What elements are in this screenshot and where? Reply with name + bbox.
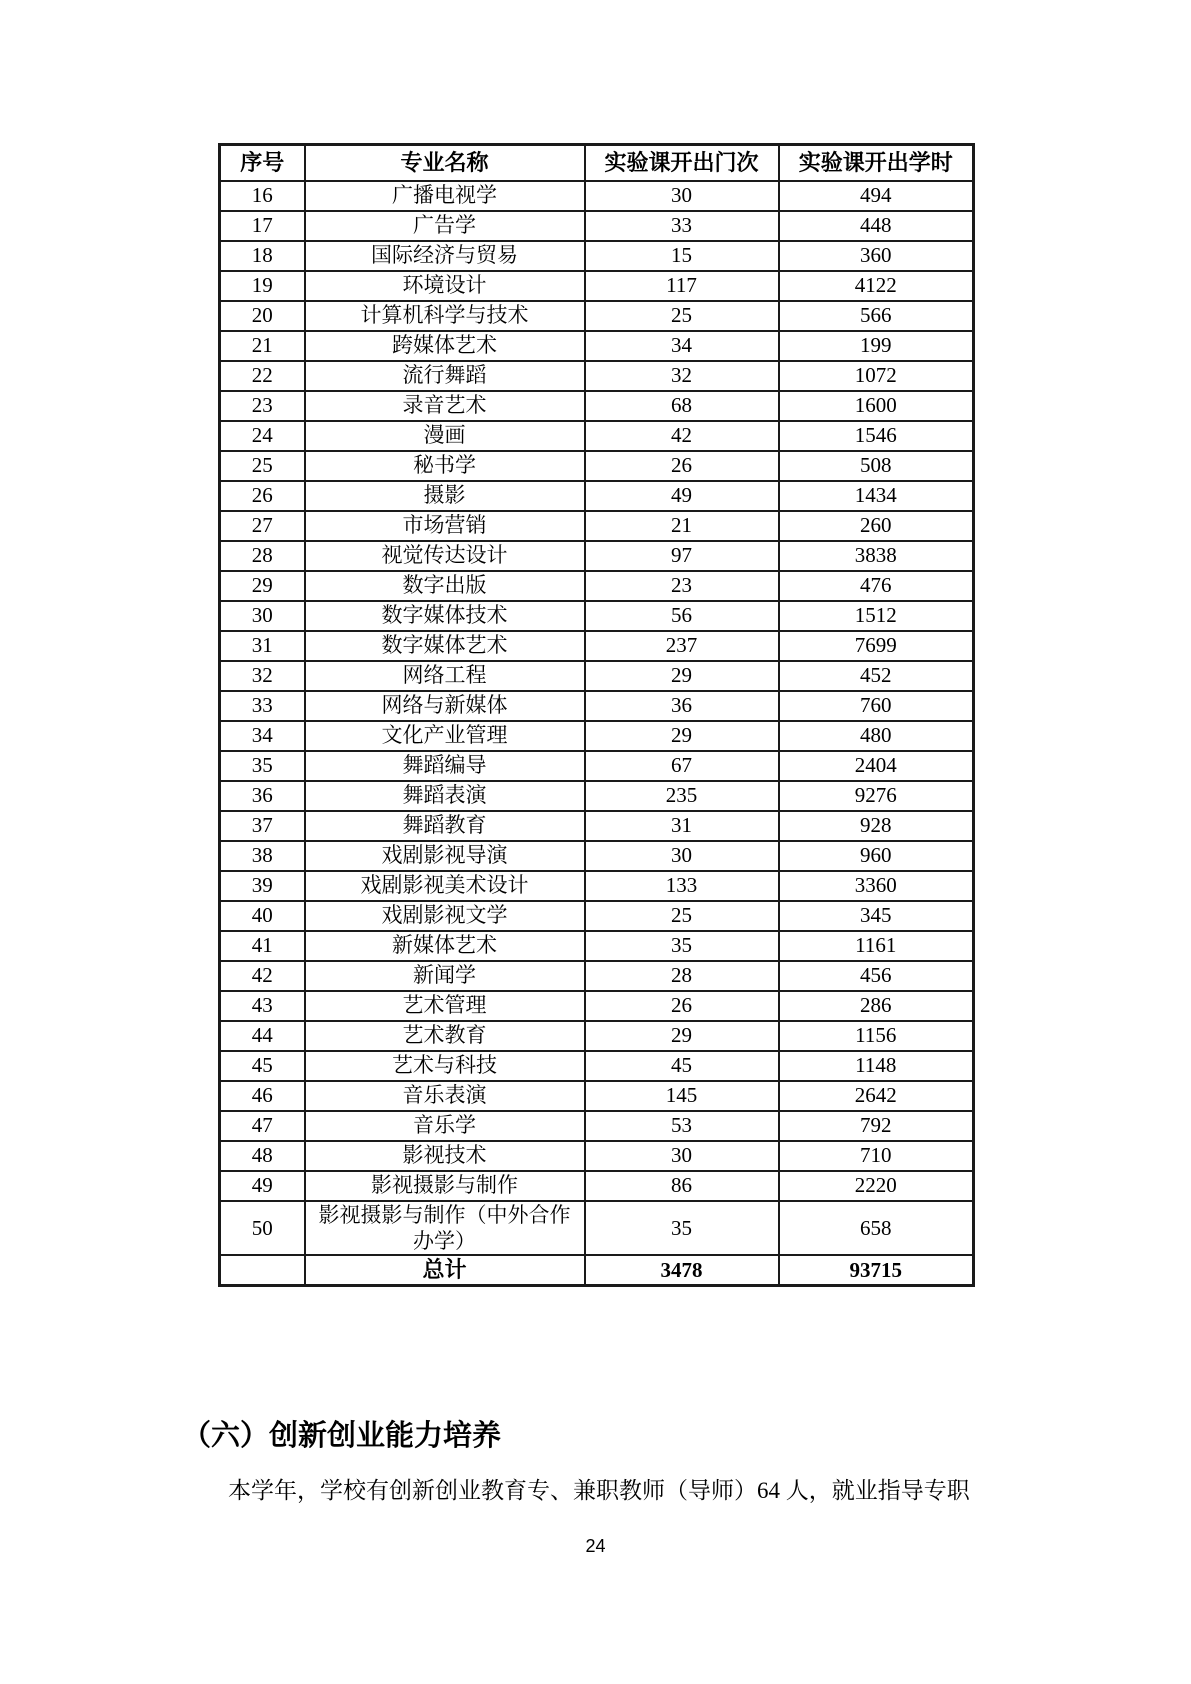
cell-major-name: 录音艺术 — [305, 391, 585, 421]
cell-major-name: 舞蹈编导 — [305, 751, 585, 781]
body-paragraph: 本学年，学校有创新创业教育专、兼职教师（导师）64 人，就业指导专职 — [228, 1478, 970, 1503]
cell-course-sessions: 26 — [585, 991, 779, 1021]
table-row — [220, 541, 974, 571]
cell-course-sessions: 68 — [585, 391, 779, 421]
cell-course-sessions: 53 — [585, 1111, 779, 1141]
table-row — [220, 991, 974, 1021]
cell-index: 17 — [220, 211, 305, 241]
cell-course-hours: 448 — [779, 211, 974, 241]
cell-major-name: 影视摄影与制作 — [305, 1171, 585, 1201]
cell-course-sessions: 237 — [585, 631, 779, 661]
cell-course-sessions: 29 — [585, 721, 779, 751]
total-label: 总计 — [305, 1255, 585, 1285]
cell-major-name: 影视摄影与制作（中外合作办学） — [305, 1201, 585, 1256]
cell-major-name: 环境设计 — [305, 271, 585, 301]
cell-index: 50 — [220, 1201, 305, 1256]
cell-course-sessions: 25 — [585, 301, 779, 331]
total-empty-cell — [220, 1255, 305, 1285]
cell-index: 41 — [220, 931, 305, 961]
cell-major-name: 摄影 — [305, 481, 585, 511]
table-row — [220, 211, 974, 241]
cell-course-sessions: 28 — [585, 961, 779, 991]
cell-major-name: 音乐学 — [305, 1111, 585, 1141]
cell-index: 25 — [220, 451, 305, 481]
cell-course-hours: 928 — [779, 811, 974, 841]
cell-index: 42 — [220, 961, 305, 991]
cell-major-name: 舞蹈表演 — [305, 781, 585, 811]
page-number: 24 — [585, 1536, 606, 1556]
cell-major-name: 艺术教育 — [305, 1021, 585, 1051]
cell-major-name: 戏剧影视美术设计 — [305, 871, 585, 901]
table-row — [220, 331, 974, 361]
cell-course-hours: 4122 — [779, 271, 974, 301]
cell-course-sessions: 23 — [585, 571, 779, 601]
col-header-major-name: 专业名称 — [305, 145, 585, 181]
cell-course-hours: 1148 — [779, 1051, 974, 1081]
table-row — [220, 841, 974, 871]
table-row — [220, 1021, 974, 1051]
table-row — [220, 1111, 974, 1141]
cell-course-hours: 3838 — [779, 541, 974, 571]
cell-index: 36 — [220, 781, 305, 811]
cell-course-hours: 7699 — [779, 631, 974, 661]
table-row — [220, 571, 974, 601]
table-row — [220, 661, 974, 691]
table-row — [220, 1051, 974, 1081]
cell-course-sessions: 133 — [585, 871, 779, 901]
table-row — [220, 781, 974, 811]
cell-course-sessions: 97 — [585, 541, 779, 571]
cell-index: 35 — [220, 751, 305, 781]
cell-major-name: 数字媒体艺术 — [305, 631, 585, 661]
cell-course-hours: 286 — [779, 991, 974, 1021]
cell-course-hours: 345 — [779, 901, 974, 931]
cell-index: 27 — [220, 511, 305, 541]
cell-course-sessions: 29 — [585, 661, 779, 691]
cell-course-sessions: 30 — [585, 1141, 779, 1171]
cell-major-name: 舞蹈教育 — [305, 811, 585, 841]
cell-index: 22 — [220, 361, 305, 391]
cell-index: 39 — [220, 871, 305, 901]
cell-index: 43 — [220, 991, 305, 1021]
table-row — [220, 871, 974, 901]
cell-index: 47 — [220, 1111, 305, 1141]
cell-major-name: 数字出版 — [305, 571, 585, 601]
table-row — [220, 181, 974, 211]
cell-course-hours: 2642 — [779, 1081, 974, 1111]
table-row — [220, 601, 974, 631]
cell-index: 20 — [220, 301, 305, 331]
cell-major-name: 音乐表演 — [305, 1081, 585, 1111]
cell-course-hours: 658 — [779, 1201, 974, 1256]
table-row — [220, 721, 974, 751]
cell-course-hours: 1072 — [779, 361, 974, 391]
cell-course-hours: 2220 — [779, 1171, 974, 1201]
table-row — [220, 751, 974, 781]
cell-course-hours: 1434 — [779, 481, 974, 511]
cell-index: 19 — [220, 271, 305, 301]
table-row — [220, 901, 974, 931]
cell-course-hours: 960 — [779, 841, 974, 871]
cell-index: 18 — [220, 241, 305, 271]
cell-major-name: 跨媒体艺术 — [305, 331, 585, 361]
cell-course-hours: 1546 — [779, 421, 974, 451]
cell-major-name: 艺术管理 — [305, 991, 585, 1021]
cell-major-name: 广告学 — [305, 211, 585, 241]
cell-major-name: 艺术与科技 — [305, 1051, 585, 1081]
cell-major-name: 数字媒体技术 — [305, 601, 585, 631]
cell-index: 38 — [220, 841, 305, 871]
cell-course-hours: 452 — [779, 661, 974, 691]
cell-course-hours: 480 — [779, 721, 974, 751]
cell-major-name: 视觉传达设计 — [305, 541, 585, 571]
table-row — [220, 421, 974, 451]
cell-major-name: 文化产业管理 — [305, 721, 585, 751]
cell-course-hours: 792 — [779, 1111, 974, 1141]
cell-index: 24 — [220, 421, 305, 451]
cell-course-sessions: 33 — [585, 211, 779, 241]
cell-course-sessions: 35 — [585, 1201, 779, 1256]
cell-course-sessions: 67 — [585, 751, 779, 781]
cell-course-hours: 1156 — [779, 1021, 974, 1051]
table-row — [220, 271, 974, 301]
cell-index: 45 — [220, 1051, 305, 1081]
cell-course-sessions: 32 — [585, 361, 779, 391]
cell-index: 49 — [220, 1171, 305, 1201]
cell-course-sessions: 45 — [585, 1051, 779, 1081]
cell-index: 16 — [220, 181, 305, 211]
cell-index: 26 — [220, 481, 305, 511]
cell-course-sessions: 235 — [585, 781, 779, 811]
cell-course-sessions: 29 — [585, 1021, 779, 1051]
cell-course-hours: 360 — [779, 241, 974, 271]
cell-major-name: 市场营销 — [305, 511, 585, 541]
cell-course-sessions: 86 — [585, 1171, 779, 1201]
cell-course-sessions: 30 — [585, 181, 779, 211]
table-row — [220, 931, 974, 961]
table-row — [220, 1081, 974, 1111]
cell-major-name: 计算机科学与技术 — [305, 301, 585, 331]
table-row — [220, 691, 974, 721]
cell-course-sessions: 30 — [585, 841, 779, 871]
section-heading: （六）创新创业能力培养 — [182, 1420, 502, 1452]
col-header-course-hours: 实验课开出学时 — [779, 145, 974, 181]
cell-major-name: 网络工程 — [305, 661, 585, 691]
cell-index: 48 — [220, 1141, 305, 1171]
cell-course-sessions: 56 — [585, 601, 779, 631]
cell-index: 40 — [220, 901, 305, 931]
cell-major-name: 广播电视学 — [305, 181, 585, 211]
cell-course-sessions: 49 — [585, 481, 779, 511]
table-row — [220, 1141, 974, 1171]
cell-course-hours: 260 — [779, 511, 974, 541]
cell-index: 33 — [220, 691, 305, 721]
experimental-courses-table — [218, 143, 975, 1287]
cell-course-hours: 199 — [779, 331, 974, 361]
cell-major-name: 网络与新媒体 — [305, 691, 585, 721]
cell-major-name: 戏剧影视文学 — [305, 901, 585, 931]
cell-course-hours: 710 — [779, 1141, 974, 1171]
table-row — [220, 361, 974, 391]
cell-course-sessions: 31 — [585, 811, 779, 841]
table-row — [220, 391, 974, 421]
cell-index: 28 — [220, 541, 305, 571]
cell-course-hours: 494 — [779, 181, 974, 211]
cell-course-sessions: 34 — [585, 331, 779, 361]
cell-index: 44 — [220, 1021, 305, 1051]
cell-course-sessions: 35 — [585, 931, 779, 961]
cell-index: 23 — [220, 391, 305, 421]
total-sessions-value: 3478 — [585, 1255, 779, 1285]
cell-course-hours: 9276 — [779, 781, 974, 811]
cell-course-sessions: 26 — [585, 451, 779, 481]
table-header-row — [220, 145, 974, 181]
cell-course-sessions: 15 — [585, 241, 779, 271]
col-header-course-sessions: 实验课开出门次 — [585, 145, 779, 181]
cell-course-hours: 1600 — [779, 391, 974, 421]
cell-course-hours: 456 — [779, 961, 974, 991]
table-row — [220, 961, 974, 991]
table-row — [220, 811, 974, 841]
table-row — [220, 301, 974, 331]
table-row — [220, 511, 974, 541]
cell-course-sessions: 42 — [585, 421, 779, 451]
cell-course-hours: 566 — [779, 301, 974, 331]
table-row — [220, 451, 974, 481]
cell-major-name: 流行舞蹈 — [305, 361, 585, 391]
cell-course-hours: 476 — [779, 571, 974, 601]
cell-index: 30 — [220, 601, 305, 631]
table-row — [220, 481, 974, 511]
table-total-row — [220, 1255, 974, 1285]
cell-course-hours: 760 — [779, 691, 974, 721]
cell-major-name: 漫画 — [305, 421, 585, 451]
total-hours-value: 93715 — [779, 1255, 974, 1285]
cell-course-hours: 508 — [779, 451, 974, 481]
cell-course-sessions: 145 — [585, 1081, 779, 1111]
cell-course-hours: 1512 — [779, 601, 974, 631]
cell-course-hours: 3360 — [779, 871, 974, 901]
cell-index: 29 — [220, 571, 305, 601]
table-row — [220, 241, 974, 271]
cell-index: 34 — [220, 721, 305, 751]
cell-course-hours: 1161 — [779, 931, 974, 961]
cell-course-sessions: 36 — [585, 691, 779, 721]
table-row — [220, 1201, 974, 1256]
cell-index: 31 — [220, 631, 305, 661]
cell-index: 32 — [220, 661, 305, 691]
cell-major-name: 新闻学 — [305, 961, 585, 991]
cell-course-sessions: 25 — [585, 901, 779, 931]
cell-major-name: 新媒体艺术 — [305, 931, 585, 961]
cell-course-sessions: 117 — [585, 271, 779, 301]
cell-major-name: 国际经济与贸易 — [305, 241, 585, 271]
cell-course-hours: 2404 — [779, 751, 974, 781]
cell-major-name: 影视技术 — [305, 1141, 585, 1171]
cell-index: 21 — [220, 331, 305, 361]
cell-index: 37 — [220, 811, 305, 841]
table-row — [220, 1171, 974, 1201]
col-header-index: 序号 — [220, 145, 305, 181]
cell-course-sessions: 21 — [585, 511, 779, 541]
cell-major-name: 秘书学 — [305, 451, 585, 481]
cell-major-name: 戏剧影视导演 — [305, 841, 585, 871]
cell-index: 46 — [220, 1081, 305, 1111]
table-row — [220, 631, 974, 661]
